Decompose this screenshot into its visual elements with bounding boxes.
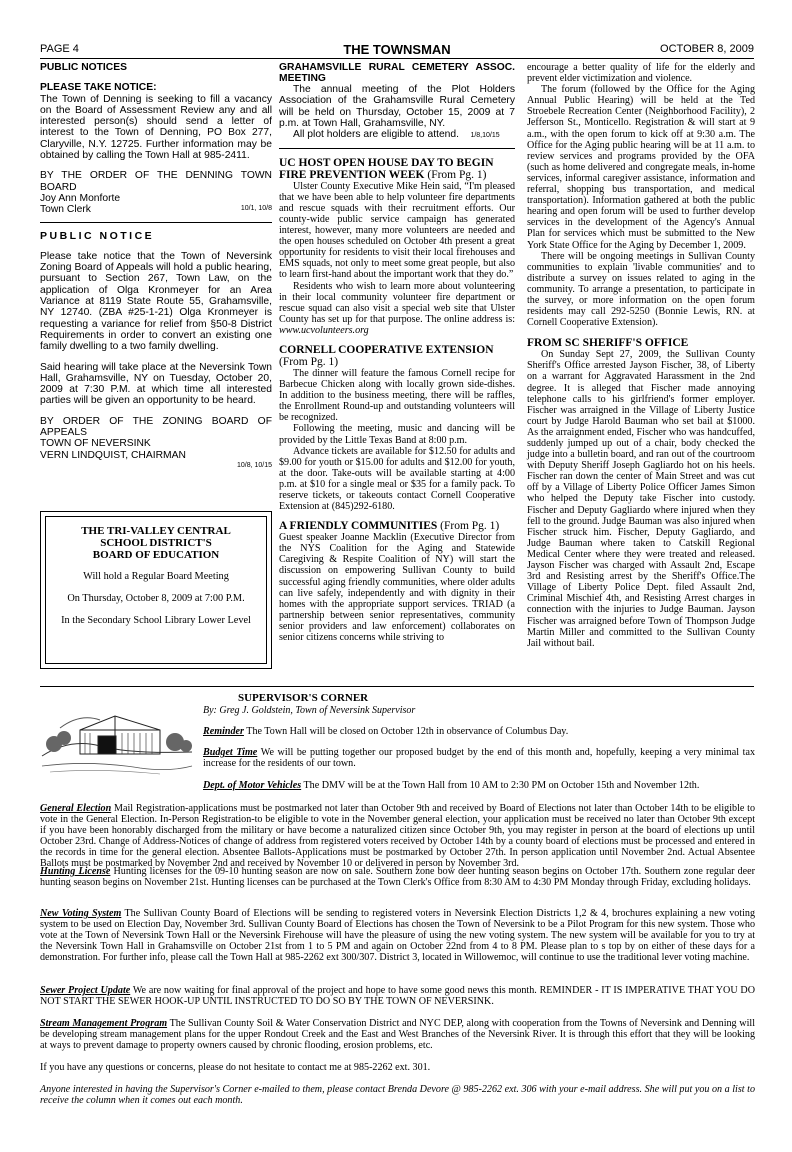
column-middle <box>279 62 515 643</box>
notice-body: Said hearing will take place at the Neversink Town Hall, Grahamsville, NY on Tuesday, October 20, 2009 at 7:30 P.M. at which time all interested parties will be given an opportunity to be heard. <box>40 361 272 407</box>
supervisor-contact: If you have any questions or concerns, please do not hesitate to contact me at 985-2262 ext. 301. <box>40 1062 431 1073</box>
covered-bridge-illustration <box>40 708 194 778</box>
section-heading: PUBLIC NOTICES <box>40 62 127 73</box>
article-title: CORNELL COOPERATIVE EXTENSION (From Pg. 1) <box>279 343 494 368</box>
box-line: In the Secondary School Library Lower Level <box>61 615 251 626</box>
box-title: SCHOOL DISTRICT'S <box>100 537 212 549</box>
article-body: The annual meeting of the Plot Holders Association of the Grahamsville Rural Cemetery will be held on Thursday, October 15, 2009 at 7 p.m. at Town Hall, Grahamsville, NY. <box>279 84 515 130</box>
article-body: Guest speaker Joanne Macklin (Executive Director from the NYS Coalition for the Aging and Statewide Caregiving & Respite Coalition of NY) will start the discussion on empowering Sullivan County to build successful aging friendly communities, where older adults can live safely, independently and with dignity in their homes with the appropriate support services. TRIAD (a partnership between senior representatives, community senior providers and law enforcement) collaborates on senior citizens concerns while striving to <box>279 532 515 644</box>
notice-order: BY ORDER OF THE ZONING BOARD OF APPEALS <box>40 415 272 439</box>
article-body: Advance tickets are available for $12.50 for adults and $9.00 for youth or $15.00 for adults and $12.00 for youth, at the door. Take-outs will be available starting at 4:00 p.m. at $10 for a single meal or $35 for a family pack. To reserve tickets, or takeouts contact Cornell Cooperative Extension at (845)292-6180. <box>279 445 515 513</box>
article-dates: 1/8,10/15 <box>470 132 500 140</box>
column-public-notices <box>40 62 272 470</box>
article-body: Ulster County Executive Mike Hein said, “I'm pleased that we have been able to help volunteer fire departments and rescue squads with their recruitment efforts. Our county-wide public service campaign has generated interest, however, many more volunteers are needed and the open houses scheduled on October 4th present a great opportunity for residents to visit their local firehouses and EMS squads, not only to meet some great people, but also to learn first-hand about the important work that they do.” <box>279 180 515 281</box>
notice-title: PUBLIC NOTICE <box>40 229 155 242</box>
notice-title: PLEASE TAKE NOTICE: <box>40 82 157 94</box>
notice-dates: 10/8, 10/15 <box>236 461 272 469</box>
supervisor-item: Sewer Project Update We are now waiting for final approval of the project and hope to have some good news this month. REMINDER - IT IS IMPERATIVE THAT YOU DO NOT START THE SEWER HOOK-UP UNTIL INSTRUCTED TO DO SO BY THE TOWN OF NEVERSINK. <box>40 985 755 1007</box>
page-header <box>40 43 754 59</box>
article-body: On Sunday Sept 27, 2009, the Sullivan County Sheriff's Office arrested Jayson Fischer, 38, of Liberty on a warrant for Aggravated Harassment in the 2nd degree. It is alleged that Fischer made annoying telephone calls to his girlfriend's former employer. Fischer was arraigned in the Village of Liberty Justice court by Judge Harold Bauman who set bail at $1000. As the arraignment ended, Fischer who was handcuffed, suddenly jumped up out of a chair, body checked the judge into a bulletin board, and ran out of the courtroom with Deputy Sheriff Joseph Gagliardo hot on his heels. Fischer ran down the center of Main Street and was cut off by a Village of Liberty Police Officer James Simon who helped the Deputy take Fischer into custody. Fischer and Deputy Gagliardo where injured when they fell to the ground. Judge Bauman was also injured when Fischer struck him. Fischer, Deputy Gagliardo, and Judge Bauman where taken to Catskill Regional Medical Center where they were treated and released. Jayson Fischer was charged with Assault 2nd, Escape 3rd and Resisting arrest by the Sheriff's Office.The Village of Liberty Police Dept. filed Assault 2nd, Criminal Mischief 4th, and Resisting Arrest charges in connection with the injuries to Judge Bauman. Jayson Fischer was arraigned before Town of Thompson Judge Martin Miller and committed to the Sullivan County Jail without bail. <box>527 349 755 649</box>
section-divider <box>40 686 754 687</box>
supervisor-item: Dept. of Motor Vehicles The DMV will be at the Town Hall from 10 AM to 2:30 PM on October 15th and November 12th. <box>203 780 700 791</box>
notice-body: The Town of Denning is seeking to fill a vacancy on the Board of Assessment Review any and all interested person(s) should send a letter of interest to the Town of Denning, PO Box 277, Claryville, N.Y. 12725. Further information may be obtained by calling the Town Hall at 985-2411. <box>40 93 272 162</box>
volunteer-link[interactable]: www.ucvolunteers.org <box>279 324 369 336</box>
box-line: Will hold a Regular Board Meeting <box>83 571 229 582</box>
supervisor-item: General Election Mail Registration-applications must be postmarked not later than October 9th and received by Board of Elections not later than October 14th to be eligible to vote in the General Election. In-Person Registration-to be eligible to vote in the November general election, your application must be received no later than October 9th except if you have been honorably discharged from the military or have become a naturalized citizen since October 9th, you may register in person at the board of elections up until October 23rd. Change of Address-Notices of change of address from registered voters received by October 14th by a county board of elections must be processed and entered in the records in time for the general election. Absentee Ballots-Applications must be postmarked by October 27th. In person application until November 2nd. Actual Absentee Ballots must be postmarked by November 2nd and received by November 10 or delivered in person by November 3rd. <box>40 803 755 869</box>
notice-town: TOWN OF NEVERSINK <box>40 438 151 450</box>
supervisor-item: Budget Time We will be putting together our proposed budget by the end of this month and, hopefully, keeping a very minimal tax increase for the residents of our town. <box>203 747 755 769</box>
notice-signer: Joy Ann Monforte <box>40 192 121 204</box>
box-title: THE TRI-VALLEY CENTRAL <box>81 525 231 537</box>
article-title: UC HOST OPEN HOUSE DAY TO BEGIN FIRE PREVENTION WEEK (From Pg. 1) <box>279 156 494 181</box>
supervisor-item: Stream Management Program The Sullivan County Soil & Water Conservation District and NYC DEP, along with cooperation from the Towns of Neversink and Denning will be developing stream management plans for the upper Rondout Creek and the East and West Branches of the Neversink River. It is through this effort that they will be looking at ways to prevent damage to property owners caused by chronic flooding, erosion problems, etc. <box>40 1018 755 1051</box>
issue-date: OCTOBER 8, 2009 <box>660 43 754 55</box>
supervisor-item: Reminder The Town Hall will be closed on October 12th in observance of Columbus Day. <box>203 726 569 737</box>
box-title: BOARD OF EDUCATION <box>92 549 220 561</box>
supervisor-item: New Voting System The Sullivan County Board of Elections will be sending to registered voters in Neversink Election Districts 1,2 & 4, brochures explaining a new voting system to be used on Election Day, November 3rd. Sullivan County Board of Elections has chosen the Town of Neversink to be a Pilot Program for this new system. Those who vote at the Town of Neversink Town Hall or the Neversink Firehouse will have the pleasure of using the new voting system. The new system will be available for you to try at the Neversink Town Hall in Grahamsville on October 21st from 1 to 5 PM and again on October 22nd from 4 to 8 PM. Please plan to s top by on either of these days for a demonstration. For further info, please call the Town Hall at 985-2262 ext 300/307. District 3, located in Willowemoc, will continue to use the traditional lever voting machine. <box>40 908 756 963</box>
supervisor-corner-title: SUPERVISOR'S CORNER <box>238 692 369 704</box>
article-body: The forum (followed by the Office for the Aging Annual Public Hearing) will be held at the Ted Stroebele Recreation Center (Neighborhood Facility), 2 Jefferson St., Monticello. Registration & will start at 9 a.m., with the open forum to kick off at 9:30 a.m. The Office for the Aging public hearing will be at 11 a.m. to review services and programs provided by the OFA (such as home delivered and congregate meals, in-home services, informal caregiver assistance, information and referral, shopping bus transportation, and medical transportation). Information gathered at both the public hearing and open forum will be used to further develop services in the development of the Agency's Annual Plan for services which must be submitted to the New York State Office for the Aging by December 1, 2009. <box>527 84 755 251</box>
notice-order: BY THE ORDER OF THE DENNING TOWN BOARD <box>40 170 272 193</box>
notice-dates: 10/1, 10/8 <box>240 205 272 213</box>
supervisor-byline: By: Greg J. Goldstein, Town of Neversink Supervisor <box>203 705 416 716</box>
article-body: All plot holders are eligible to attend. 1/8,10/15 <box>293 129 500 141</box>
article-title: A FRIENDLY COMMUNITIES (From Pg. 1) <box>279 520 500 533</box>
article-body: There will be ongoing meetings in Sullivan County communities to explain 'livable communities' and to distribute a survey on issues related to aging in the community. To arrange a presentation, to participate in the survey, or more information on the open forum residents may call 292-5250 (Bonnie Lewis, RN. at Cornell Cooperative Extension). <box>527 250 755 329</box>
supervisor-email-note: Anyone interested in having the Supervisor's Corner e-mailed to them, please contact Brenda Devore @ 985-2262 ext. 306 with your e-mail address. She will put you on a list to receive the column when it comes out each month. <box>40 1084 755 1106</box>
article-body: Following the meeting, music and dancing will be provided by the Little Texas Band at 8:00 p.m. <box>279 423 515 446</box>
notice-signer: VERN LINDQUIST, CHAIRMAN <box>40 449 186 461</box>
board-meeting-box <box>40 511 272 669</box>
supervisor-item: Hunting License Hunting licenses for the 09-10 hunting season are now on sale. Southern zone bow deer hunting season begins on October 17th. Southern zone regular deer hunting season begins on November 21st. Hunting licenses can be purchased at the Town Clerk's Office from 8:30 AM to 4:30 PM Monday through Friday, excluding holidays. <box>40 866 755 888</box>
article-title: GRAHAMSVILLE RURAL CEMETERY ASSOC. MEETING <box>279 62 515 85</box>
page-number: PAGE 4 <box>40 43 79 55</box>
notice-signer-role: Town Clerk <box>40 204 91 216</box>
article-body: The dinner will feature the famous Cornell recipe for Barbecue Chicken along with locally grown side-dishes. In addition to the business meeting, there will be raffles, the Enrollment Round-up and outstanding volunteers will be recognized. <box>279 367 515 424</box>
notice-body: Please take notice that the Town of Neversink Zoning Board of Appeals will hold a public hearing, pursuant to Section 267, Town Law, on the application of Olga Kronmeyer for an Area Variance at 8119 State Route 55, Grahamsville, NY 12740. (ZBA #25-1-21) Olga Kronmeyer is requesting a variance for relief from §50-8 District Requirements in order to convert an existing one family dwelling to a two family dwelling. <box>40 250 272 353</box>
article-title: FROM SC SHERIFF'S OFFICE <box>527 337 689 350</box>
article-body: encourage a better quality of life for the elderly and prevent elder victimization and violence. <box>527 62 755 85</box>
newspaper-title: THE TOWNSMAN <box>343 42 451 57</box>
article-body: Residents who wish to learn more about volunteering in their local community volunteer fire department or rescue squad can also visit a special web site that Ulster County has set up for that purpose. The online address is: www.ucvolunteers.org <box>279 280 515 336</box>
column-right <box>527 62 755 649</box>
box-line: On Thursday, October 8, 2009 at 7:00 P.M. <box>67 593 245 604</box>
